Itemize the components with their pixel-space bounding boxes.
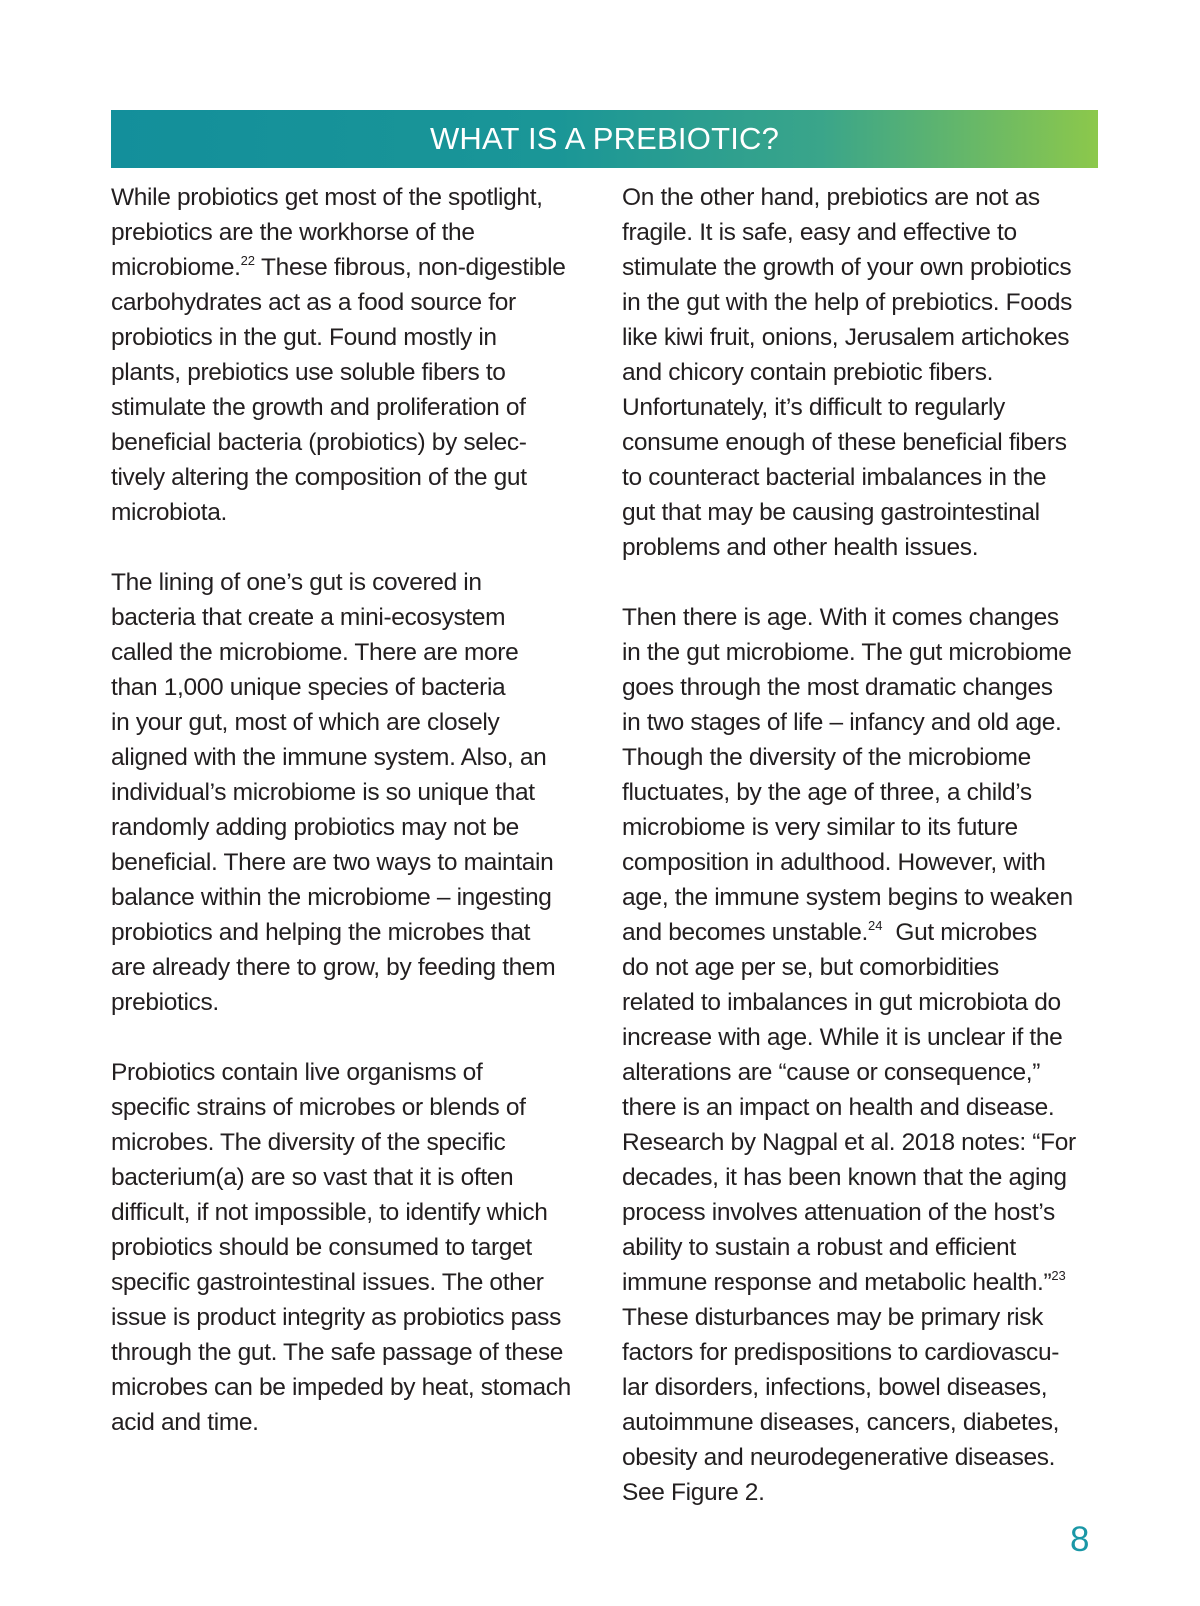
- text-line: in two stages of life – infancy and old age.: [622, 709, 1062, 736]
- text-line: probiotics in the gut. Found mostly in: [111, 324, 497, 351]
- text-line: Unfortunately, it’s difficult to regularly: [622, 394, 1005, 421]
- text-line: to counteract bacterial imbalances in the: [622, 464, 1047, 491]
- text-line: decades, it has been known that the aging: [622, 1164, 1067, 1191]
- left-column: [111, 180, 601, 1475]
- text-line: related to imbalances in gut microbiota do: [622, 989, 1061, 1016]
- text-line: through the gut. The safe passage of these: [111, 1339, 564, 1366]
- section-header-banner: [111, 110, 1098, 168]
- text-line: problems and other health issues.: [622, 534, 979, 561]
- text-line: individual’s microbiome is so unique that: [111, 779, 535, 806]
- text-line: do not age per se, but comorbidities: [622, 954, 999, 981]
- text-segment: immune response and metabolic health.”: [622, 1269, 1052, 1296]
- section-title: WHAT IS A PREBIOTIC?: [429, 121, 780, 156]
- text-line: autoimmune diseases, cancers, diabetes,: [622, 1409, 1060, 1436]
- text-line: microbiome is very similar to its future: [622, 814, 1018, 841]
- text-line: probiotics should be consumed to target: [111, 1234, 532, 1261]
- text-line: fragile. It is safe, easy and effective to: [622, 219, 1017, 246]
- text-line: bacteria that create a mini-ecosystem: [111, 604, 506, 631]
- text-segment: microbiome.: [111, 254, 241, 281]
- text-line: Probiotics contain live organisms of: [111, 1059, 483, 1086]
- text-line: Then there is age. With it comes changes: [622, 604, 1059, 631]
- text-line: Though the diversity of the microbiome: [622, 744, 1031, 771]
- text-line: lar disorders, infections, bowel diseases,: [622, 1374, 1048, 1401]
- text-line: gut that may be causing gastrointestinal: [622, 499, 1040, 526]
- text-line: called the microbiome. There are more: [111, 639, 519, 666]
- text-line: bacterium(a) are so vast that it is often: [111, 1164, 514, 1191]
- citation-superscript: 23: [1051, 1268, 1066, 1283]
- text-segment: and becomes unstable.: [622, 919, 868, 946]
- text-line: tively altering the composition of the gut: [111, 464, 527, 491]
- text-line: increase with age. While it is unclear if the: [622, 1024, 1063, 1051]
- right-column: [622, 180, 1112, 1545]
- paragraph-prebiotic-intro: [111, 180, 601, 530]
- paragraph-gut-lining: [111, 565, 601, 1020]
- text-line: randomly adding probiotics may not be: [111, 814, 519, 841]
- text-line: factors for predispositions to cardiovascu-: [622, 1339, 1060, 1366]
- text-line: stimulate the growth and proliferation of: [111, 394, 526, 421]
- text-line: alterations are “cause or consequence,”: [622, 1059, 1041, 1086]
- text-line: probiotics and helping the microbes that: [111, 919, 531, 946]
- text-line: in the gut microbiome. The gut microbiome: [622, 639, 1072, 666]
- text-line: prebiotics.: [111, 989, 219, 1016]
- text-line: carbohydrates act as a food source for: [111, 289, 516, 316]
- text-line: process involves attenuation of the host’s: [622, 1199, 1055, 1226]
- text-line: specific gastrointestinal issues. The other: [111, 1269, 544, 1296]
- text-line: difficult, if not impossible, to identify which: [111, 1199, 548, 1226]
- text-line: stimulate the growth of your own probiotics: [622, 254, 1072, 281]
- text-line: in your gut, most of which are closely: [111, 709, 500, 736]
- text-line: microbes. The diversity of the specific: [111, 1129, 506, 1156]
- paragraph-probiotics-organisms: [111, 1055, 601, 1440]
- text-line: like kiwi fruit, onions, Jerusalem artichokes: [622, 324, 1070, 351]
- text-line: and chicory contain prebiotic fibers.: [622, 359, 994, 386]
- text-line: in the gut with the help of prebiotics. Foods: [622, 289, 1073, 316]
- text-line: consume enough of these beneficial fibers: [622, 429, 1067, 456]
- text-segment: These fibrous, non-digestible: [255, 254, 566, 281]
- text-line: goes through the most dramatic changes: [622, 674, 1053, 701]
- text-line: [111, 250, 601, 285]
- text-line: See Figure 2.: [622, 1479, 765, 1506]
- text-line: ability to sustain a robust and efficient: [622, 1234, 1016, 1261]
- text-line: aligned with the immune system. Also, an: [111, 744, 547, 771]
- text-line: microbes can be impeded by heat, stomach: [111, 1374, 571, 1401]
- text-line: obesity and neurodegenerative diseases.: [622, 1444, 1056, 1471]
- text-line: fluctuates, by the age of three, a child’s: [622, 779, 1032, 806]
- text-line: On the other hand, prebiotics are not as: [622, 184, 1040, 211]
- citation-superscript: 24: [868, 918, 883, 933]
- citation-superscript: 22: [240, 253, 256, 268]
- text-line: These disturbances may be primary risk: [622, 1304, 1044, 1331]
- text-line: issue is product integrity as probiotics pass: [111, 1304, 561, 1331]
- text-line: specific strains of microbes or blends of: [111, 1094, 526, 1121]
- paragraph-age-microbiome: [622, 600, 1112, 1510]
- text-line: prebiotics are the workhorse of the: [111, 219, 475, 246]
- text-line: are already there to grow, by feeding them: [111, 954, 556, 981]
- text-line: plants, prebiotics use soluble fibers to: [111, 359, 506, 386]
- text-line: than 1,000 unique species of bacteria: [111, 674, 506, 701]
- text-line: age, the immune system begins to weaken: [622, 884, 1073, 911]
- text-line: balance within the microbiome – ingesting: [111, 884, 552, 911]
- paragraph-prebiotics-not-fragile: [622, 180, 1112, 565]
- text-line: beneficial. There are two ways to maintain: [111, 849, 554, 876]
- text-line: beneficial bacteria (probiotics) by selec-: [111, 429, 527, 456]
- text-line: composition in adulthood. However, with: [622, 849, 1046, 876]
- text-line: [622, 915, 1112, 950]
- text-line: [622, 1265, 1112, 1300]
- text-line: microbiota.: [111, 499, 227, 526]
- text-line: Research by Nagpal et al. 2018 notes: “For: [622, 1129, 1076, 1156]
- text-line: The lining of one’s gut is covered in: [111, 569, 482, 596]
- text-line: acid and time.: [111, 1409, 259, 1436]
- text-segment: Gut microbes: [882, 919, 1037, 946]
- text-line: While probiotics get most of the spotlight,: [111, 184, 543, 211]
- page-number: 8: [1070, 1520, 1090, 1559]
- text-line: there is an impact on health and disease.: [622, 1094, 1055, 1121]
